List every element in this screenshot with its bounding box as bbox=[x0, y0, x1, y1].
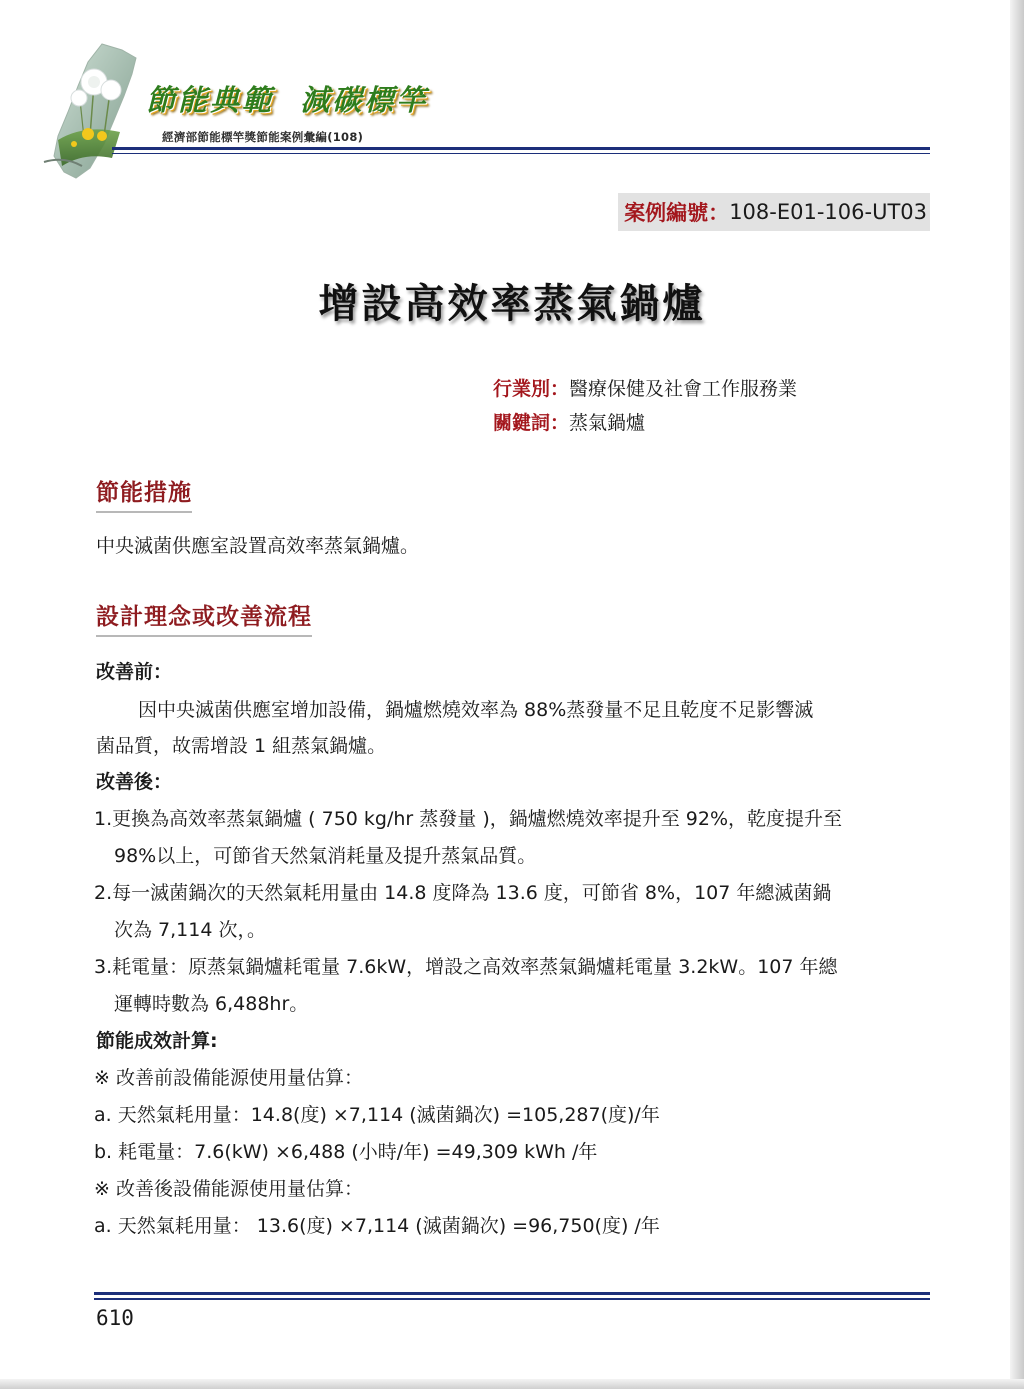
calc-after-note: ※ 改善後設備能源使用量估算： bbox=[94, 1178, 363, 1200]
keyword-value: 蒸氣鍋爐 bbox=[569, 412, 646, 434]
measures-text: 中央滅菌供應室設置高效率蒸氣鍋爐。 bbox=[96, 535, 420, 557]
calc-label: 節能成效計算: bbox=[96, 1030, 218, 1052]
taiwan-dandelion-logo-icon bbox=[24, 40, 154, 180]
section-heading-measures: 節能措施 bbox=[96, 474, 192, 513]
page-edge-shadow bbox=[1010, 0, 1024, 1389]
industry-value: 醫療保健及社會工作服務業 bbox=[569, 378, 798, 400]
keyword-row bbox=[493, 408, 645, 435]
before-label: 改善前： bbox=[96, 661, 173, 683]
section-heading-design: 設計理念或改善流程 bbox=[96, 598, 312, 637]
case-number-value: 108-E01-106-UT03 bbox=[729, 200, 927, 224]
industry-row bbox=[493, 374, 797, 401]
after-item-2-line-2: 次為 7,114 次，。 bbox=[114, 919, 266, 941]
page-bottom-shadow bbox=[0, 1379, 1024, 1389]
after-item-1-line-1: 1.更換為高效率蒸氣鍋爐 ( 750 kg/hr 蒸發量 )，鍋爐燃燒效率提升至 92%，乾度提升至 bbox=[94, 808, 843, 830]
after-item-2-line-1: 2.每一滅菌鍋次的天然氣耗用量由 14.8 度降為 13.6 度，可節省 8%，107 年總滅菌鍋 bbox=[94, 882, 832, 904]
before-line-1: 因中央滅菌供應室增加設備，鍋爐燃燒效率為 88%蒸發量不足且乾度不足影響滅 bbox=[138, 699, 814, 721]
page-number: 610 bbox=[96, 1306, 134, 1330]
industry-label: 行業別： bbox=[493, 378, 570, 400]
calc-after-a: a. 天然氣耗用量： 13.6(度) ×7,114 (滅菌鍋次) =96,750(度) /年 bbox=[94, 1215, 660, 1237]
calc-before-a: a. 天然氣耗用量：14.8(度) ×7,114 (滅菌鍋次) =105,287(度)/年 bbox=[94, 1104, 660, 1126]
after-label: 改善後： bbox=[96, 771, 173, 793]
case-number-box bbox=[618, 193, 930, 231]
header-subtitle: 經濟部節能標竿獎節能案例彙編(108) bbox=[162, 130, 364, 144]
after-item-3-line-2: 運轉時數為 6,488hr。 bbox=[114, 993, 309, 1015]
footer-divider bbox=[94, 1292, 930, 1300]
before-line-2: 菌品質，故需增設 1 組蒸氣鍋爐。 bbox=[96, 735, 387, 757]
after-item-3-line-1: 3.耗電量：原蒸氣鍋爐耗電量 7.6kW，增設之高效率蒸氣鍋爐耗電量 3.2kW。107 年總 bbox=[94, 956, 838, 978]
after-item-1-line-2: 98%以上，可節省天然氣消耗量及提升蒸氣品質。 bbox=[114, 845, 537, 867]
keyword-label: 關鍵詞： bbox=[493, 412, 570, 434]
document-title: 增設高效率蒸氣鍋爐 bbox=[318, 281, 706, 327]
case-number-label: 案例編號： bbox=[624, 201, 730, 225]
header-divider bbox=[112, 147, 930, 154]
calc-before-b: b. 耗電量：7.6(kW) ×6,488 (小時/年) =49,309 kWh /年 bbox=[94, 1141, 598, 1163]
header-title: 節能典範 減碳標竿 bbox=[146, 83, 429, 117]
calc-before-note: ※ 改善前設備能源使用量估算： bbox=[94, 1067, 363, 1089]
